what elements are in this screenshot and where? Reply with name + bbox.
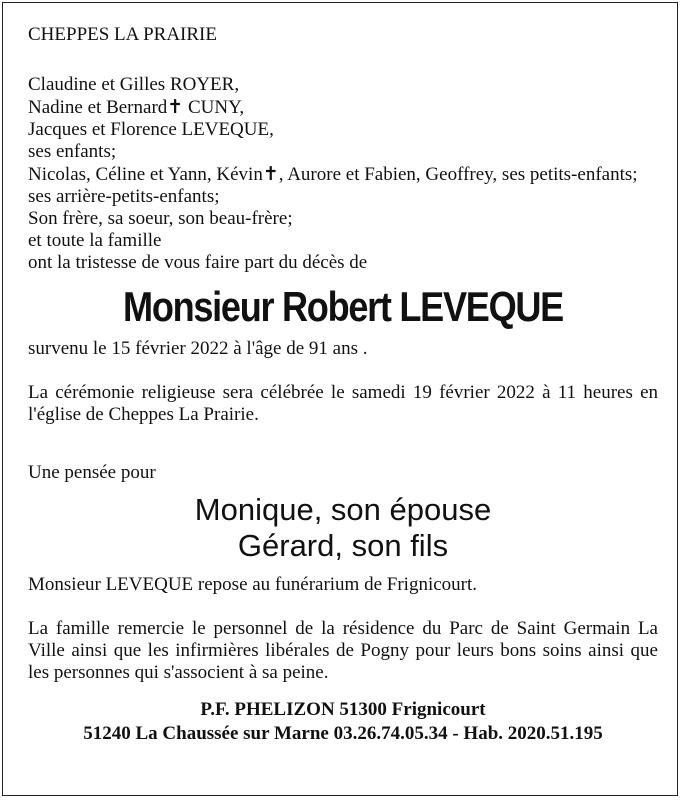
funeral-home-contact: 51240 La Chaussée sur Marne 03.26.74.05.34 - Hab. 2020.51.195 <box>83 723 603 744</box>
family-line-text: Nadine et Bernard <box>28 97 168 118</box>
family-line: ses enfants; <box>28 141 117 162</box>
deceased-name: Monsieur Robert LEVEQUE <box>123 283 563 330</box>
family-line <box>28 96 658 119</box>
remembered-person: Monique, son épouse <box>194 492 492 527</box>
family-line: Claudine et Gilles ROYER, <box>28 74 240 95</box>
family-line: ont la tristesse de vous faire part du décès de <box>28 252 368 273</box>
funeral-home-name: P.F. PHELIZON 51300 Frignicourt <box>200 699 486 720</box>
family-line-text: Nicolas, Céline et Yann, Kévin <box>28 164 263 185</box>
family-list <box>28 74 658 274</box>
family-line-text: CUNY, <box>183 97 245 118</box>
cross-icon: ✝ <box>167 96 184 118</box>
thought-intro: Une pensée pour <box>28 462 156 483</box>
obituary-notice <box>28 24 658 746</box>
death-info: survenu le 15 février 2022 à l'âge de 91 ans . <box>28 338 368 359</box>
family-line: et toute la famille <box>28 230 162 251</box>
family-line: ses arrière-petits-enfants; <box>28 186 220 207</box>
location-heading: CHEPPES LA PRAIRIE <box>28 24 217 45</box>
family-line: Son frère, sa soeur, son beau-frère; <box>28 208 293 229</box>
family-line-text: , Aurore et Fabien, Geoffrey, ses petits-enfants; <box>278 164 638 185</box>
family-line: Jacques et Florence LEVEQUE, <box>28 119 274 140</box>
ceremony-info: La cérémonie religieuse sera célébrée le samedi 19 février 2022 à 11 heures en l'église de Cheppes La Prairie. <box>28 382 658 425</box>
thanks-message: La famille remercie le personnel de la résidence du Parc de Saint Germain La Ville ainsi que les infirmières libérales de Pogny pour leurs bons soins ainsi que les personnes qui s'associent à sa peine. <box>28 618 658 683</box>
family-line <box>28 163 658 186</box>
rest-info: Monsieur LEVEQUE repose au funérarium de Frignicourt. <box>28 574 478 595</box>
remembered-person: Gérard, son fils <box>237 528 449 563</box>
cross-icon: ✝ <box>262 163 279 185</box>
